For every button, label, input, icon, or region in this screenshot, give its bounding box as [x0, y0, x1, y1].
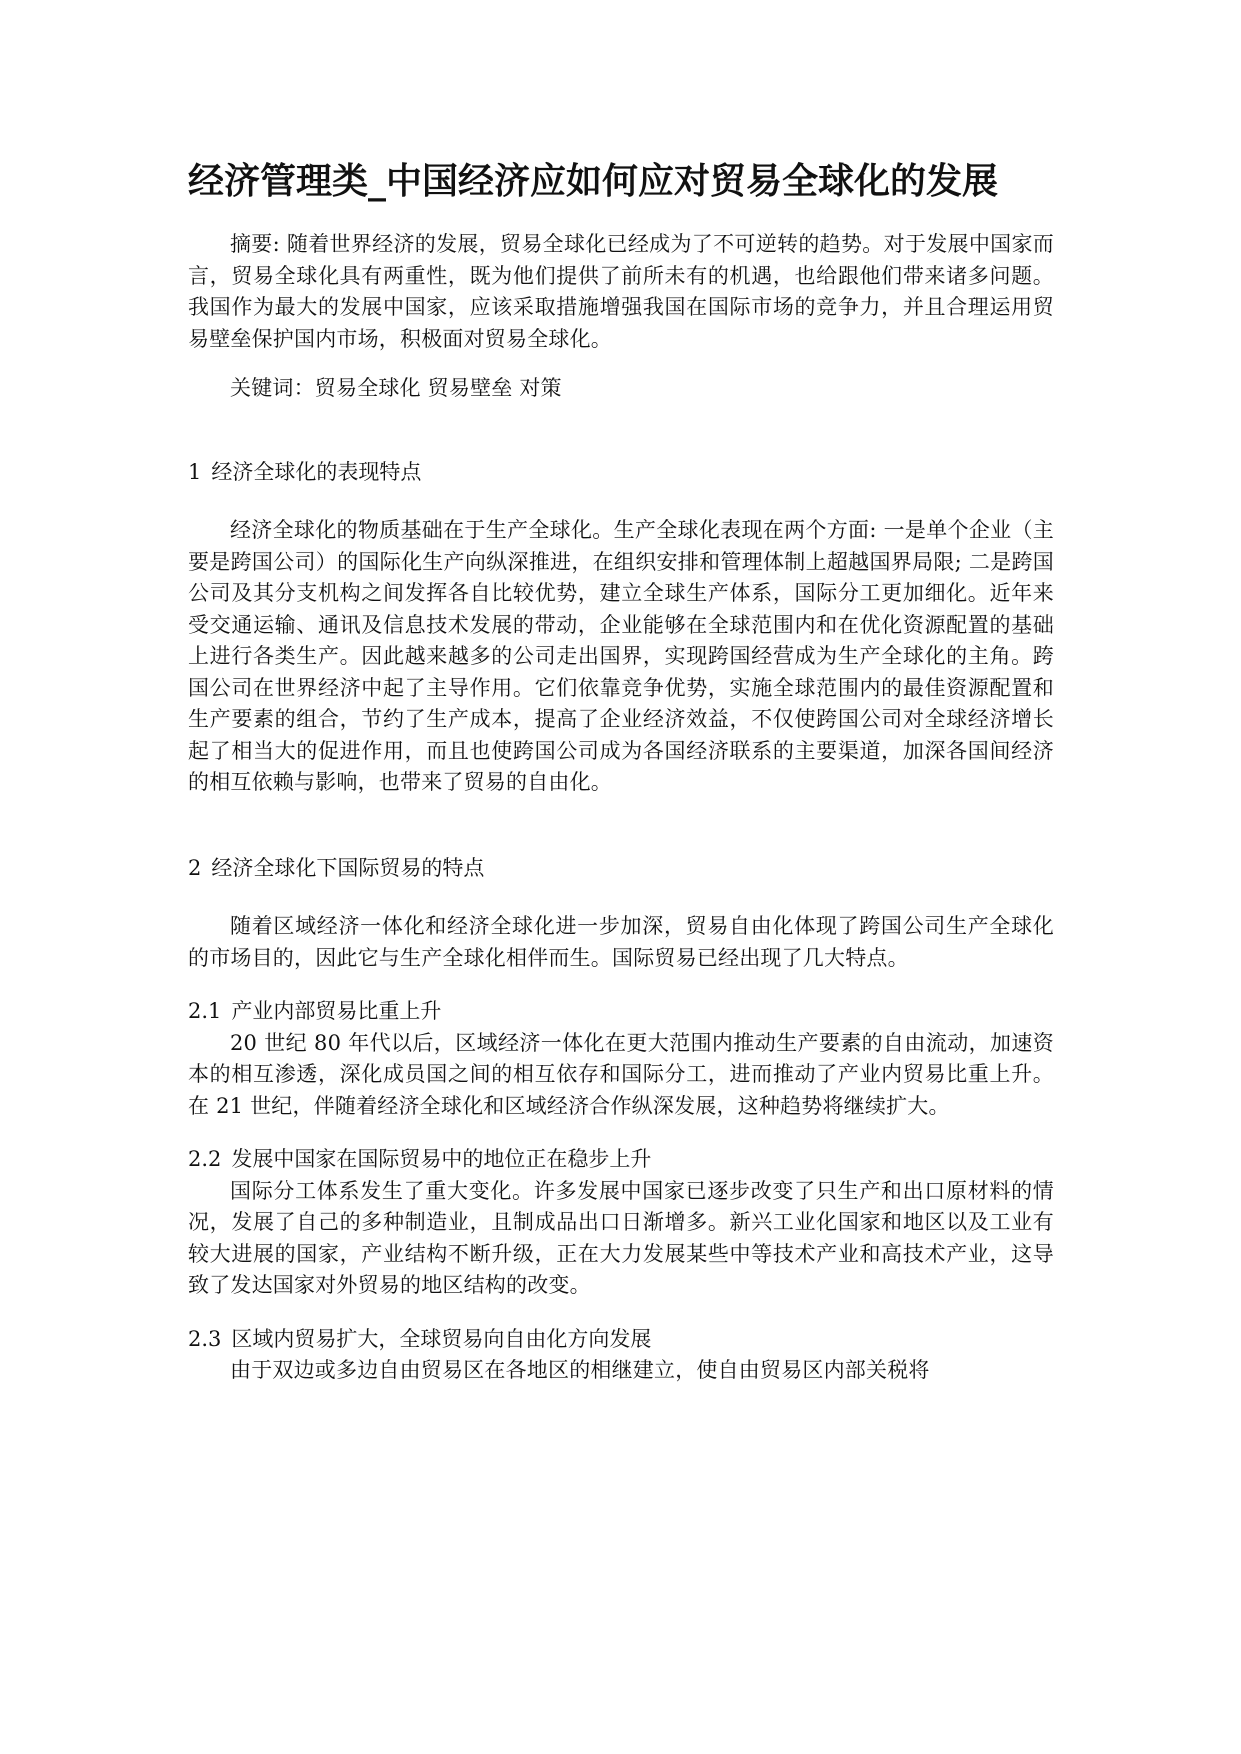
section-title: 经济全球化的表现特点 [211, 459, 422, 484]
section-1-paragraph: 经济全球化的物质基础在于生产全球化。生产全球化表现在两个方面: 一是单个企业（主要是跨国公司）的国际化生产向纵深推进，在组织安排和管理体制上超越国界局限; 二是跨国公司及其分支机构之间发挥各自比较优势，建立全球生产体系，国际分工更加细化。近年来受交通运输、通讯及信息技术发展的带动，企业能够在全球范围内和在优化资源配置的基础上进行各类生产。因此越来越多的公司走出国界，实现跨国经营成为生产全球化的主角。跨国公司在世界经济中起了主导作用。它们依靠竞争优势，实施全球范围内的最佳资源配置和生产要素的组合，节约了生产成本，提高了企业经济效益，不仅使跨国公司对全球经济增长起了相当大的促进作用，而且也使跨国公司成为各国经济联系的主要渠道，加深各国间经济的相互依赖与影响，也带来了贸易的自由化。 [188, 518, 1054, 794]
section-2-paragraph: 随着区域经济一体化和经济全球化进一步加深，贸易自由化体现了跨国公司生产全球化的市场目的，因此它与生产全球化相伴而生。国际贸易已经出现了几大特点。 [188, 914, 1054, 970]
abstract-paragraph: 摘要: 随着世界经济的发展，贸易全球化已经成为了不可逆转的趋势。对于发展中国家而言，贸易全球化具有两重性，既为他们提供了前所未有的机遇，也给跟他们带来诸多问题。我国作为最大的发展中国家，应该采取措施增强我国在国际市场的竞争力，并且合理运用贸易壁垒保护国内市场，积极面对贸易全球化。 [188, 232, 1054, 351]
subsection-title: 区域内贸易扩大，全球贸易向自由化方向发展 [231, 1326, 652, 1351]
subsection-number: 2.3 [188, 1326, 222, 1351]
subsection-2-1-heading [188, 996, 1054, 1028]
subsection-title: 发展中国家在国际贸易中的地位正在稳步上升 [231, 1147, 652, 1171]
document-body [188, 155, 1054, 1387]
subsection-2-3-heading [188, 1324, 1054, 1356]
subsection-2-1-paragraph: 20 世纪 80 年代以后，区域经济一体化在更大范围内推动生产要素的自由流动，加速资本的相互渗透，深化成员国之间的相互依存和国际分工，进而推动了产业内贸易比重上升。在 21 世纪，伴随着经济全球化和区域经济合作纵深发展，这种趋势将继续扩大。 [188, 1030, 1054, 1118]
subsection-number: 2.2 [188, 1147, 222, 1171]
subsection-number: 2.1 [188, 999, 222, 1023]
document-title: 经济管理类_中国经济应如何应对贸易全球化的发展 [188, 161, 999, 202]
subsection-2-2-heading [188, 1144, 1054, 1176]
section-2-heading [188, 853, 1054, 885]
section-1-heading [188, 457, 1054, 489]
section-title: 经济全球化下国际贸易的特点 [211, 855, 485, 880]
subsection-2-3-paragraph: 由于双边或多边自由贸易区在各地区的相继建立，使自由贸易区内部关税将 [230, 1358, 930, 1382]
section-number: 2 [188, 855, 202, 880]
subsection-2-2-paragraph: 国际分工体系发生了重大变化。许多发展中国家已逐步改变了只生产和出口原材料的情况，发展了自己的多种制造业，且制成品出口日渐增多。新兴工业化国家和地区以及工业有较大进展的国家，产业结构不断升级，正在大力发展某些中等技术产业和高技术产业，这导致了发达国家对外贸易的地区结构的改变。 [188, 1178, 1054, 1297]
section-number: 1 [188, 459, 202, 484]
keywords-line: 关键词：贸易全球化 贸易壁垒 对策 [230, 376, 562, 400]
subsection-title: 产业内部贸易比重上升 [231, 999, 442, 1023]
